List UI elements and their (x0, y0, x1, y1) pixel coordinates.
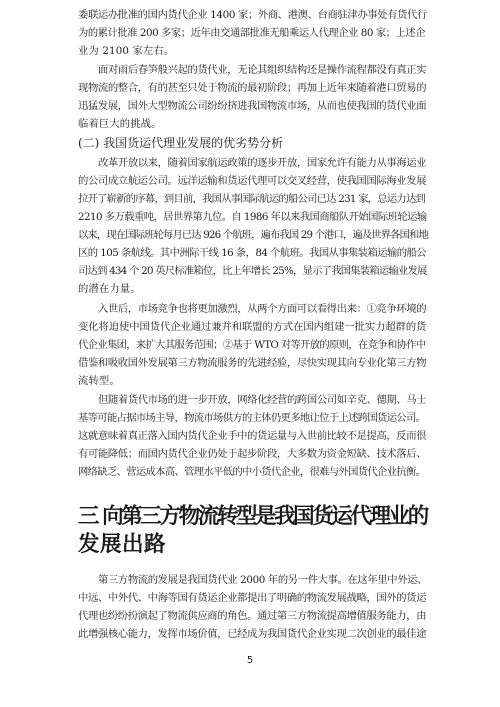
paragraph-text (78, 300, 428, 390)
text-line: 现物流的整合，有的甚至只处于物流的最初阶段；再加上近年来随着港口贸易的 (78, 82, 427, 94)
text-line: 代理也纷纷扮演起了物流供应商的角色。通过第三方物流提高增值服务能力，由 (78, 610, 427, 622)
paragraph-text (78, 571, 428, 643)
paragraph-disadvantage (78, 391, 428, 481)
heading-line: 三 向第三方物流转型是我国货运代理业的 (78, 504, 427, 529)
page-number: 5 (246, 655, 254, 666)
chapter-heading-text (78, 503, 428, 559)
section-heading-text: (二) 我国货运代理业发展的优劣势分析 (78, 136, 284, 150)
text-line: 此增强核心能力，发挥市场价值，已经成为我国货代企业实现二次创业的最佳途 (78, 628, 427, 640)
paragraph-advantage (78, 154, 428, 298)
text-line: 有可能降低；而国内货代企业仍处于起步阶段，大多数为资金短缺、技术落后、 (78, 448, 427, 460)
paragraph-challenge (78, 61, 428, 133)
text-line: 拉开了崭新的序幕，到目前，我国从事国际航运的船公司已达 231 家，总运力达到 (78, 193, 426, 205)
paragraph-text (78, 61, 428, 133)
text-line: 改革开放以来，随着国家航运政策的逐步开放，国家允许有能力从事海运业 (98, 157, 427, 169)
text-line: 区的 105 条航线。其中洲际干线 16 条，84 个航班。我国从事集装箱运输的船公 (78, 247, 427, 259)
text-line: 2210 多万载重吨，居世界第九位。自 1986 年以来我国商船队开始国际班轮运输 (78, 211, 427, 223)
text-line: 借鉴和吸收国外发展第三方物流服务的先进经验，尽快实现其向专业化第三方物 (78, 357, 427, 369)
text-line: 迅猛发展，国外大型物流公司纷纷挤进我国物流市场，从而也使我国的货代业面 (78, 100, 427, 112)
text-line: 中远、中外代、中海等国有货运企业都提出了明确的物流发展战略，国外的货运 (78, 592, 427, 604)
text-line: 的公司成立航运公司。远洋运输和货运代理可以交叉经营，使我国国际海业发展 (78, 175, 427, 187)
text-line: 基等可能占据市场主导，物流市场供方的主体仍更多地让位于上述跨国货运公司。 (78, 412, 426, 424)
paragraph-transition (78, 571, 428, 643)
text-line: 变化将迫使中国货代企业通过兼并和联盟的方式在国内组建一批实力超群的货 (78, 321, 427, 333)
text-line: 的潜在力量。 (78, 283, 141, 295)
text-line: 面对雨后春笋般兴起的货代业，无论其组织结构还是操作流程都没有真正实 (98, 64, 427, 76)
paragraph-intro (78, 6, 428, 60)
text-line: 流转型。 (78, 375, 120, 387)
text-line: 入世后，市场竞争也将更加激烈，从两个方面可以看得出来：①竞争环境的 (98, 303, 427, 315)
paragraph-text (78, 154, 428, 298)
text-line: 临着巨大的挑战。 (78, 118, 162, 130)
text-line: 网络缺乏、营运成本高、管理水平低的中小货代企业，很难与外国货代企业抗衡。 (78, 466, 426, 478)
heading-line: 发展出路 (78, 532, 167, 557)
paragraph-wto (78, 300, 428, 390)
section-heading (78, 134, 428, 152)
text-line: 代企业集团，来扩大其服务范围；②基于 WTO 对等开放的原则，在竞争和协作中 (78, 339, 426, 351)
text-line: 业为 2100 家左右。 (78, 45, 175, 57)
text-line: 为的累计批准 200 多家；近年由交通部批准无船乘运人代理企业 80 家；上述企 (78, 27, 426, 39)
paragraph-text (78, 6, 428, 60)
text-line: 以来，现在国际班轮每月已达 926 个航班，遍布我国 29 个港口，遍及世界各国和地 (78, 229, 428, 241)
text-line: 司达到 434 个 20 英尺标准箱位，比上年增长 25%，显示了我国集装箱运输业发展 (78, 265, 427, 277)
paragraph-text (78, 391, 428, 481)
text-line: 委联运办批准的国内货代企业 1400 家；外商、港澳、台商驻津办事处有货代行 (78, 9, 427, 21)
text-line: 但随着货代市场的进一步开放，网络化经营的跨国公司如辛克、德期、马士 (98, 394, 427, 406)
text-line: 第三方物流的发展是我国货代业 2000 年的另一件大事。在这年里中外运、 (98, 574, 428, 586)
chapter-heading (78, 503, 428, 559)
text-line: 这就意味着真正落入国内货代企业手中的货运量与入世前比较不是提高，反而很 (78, 430, 427, 442)
